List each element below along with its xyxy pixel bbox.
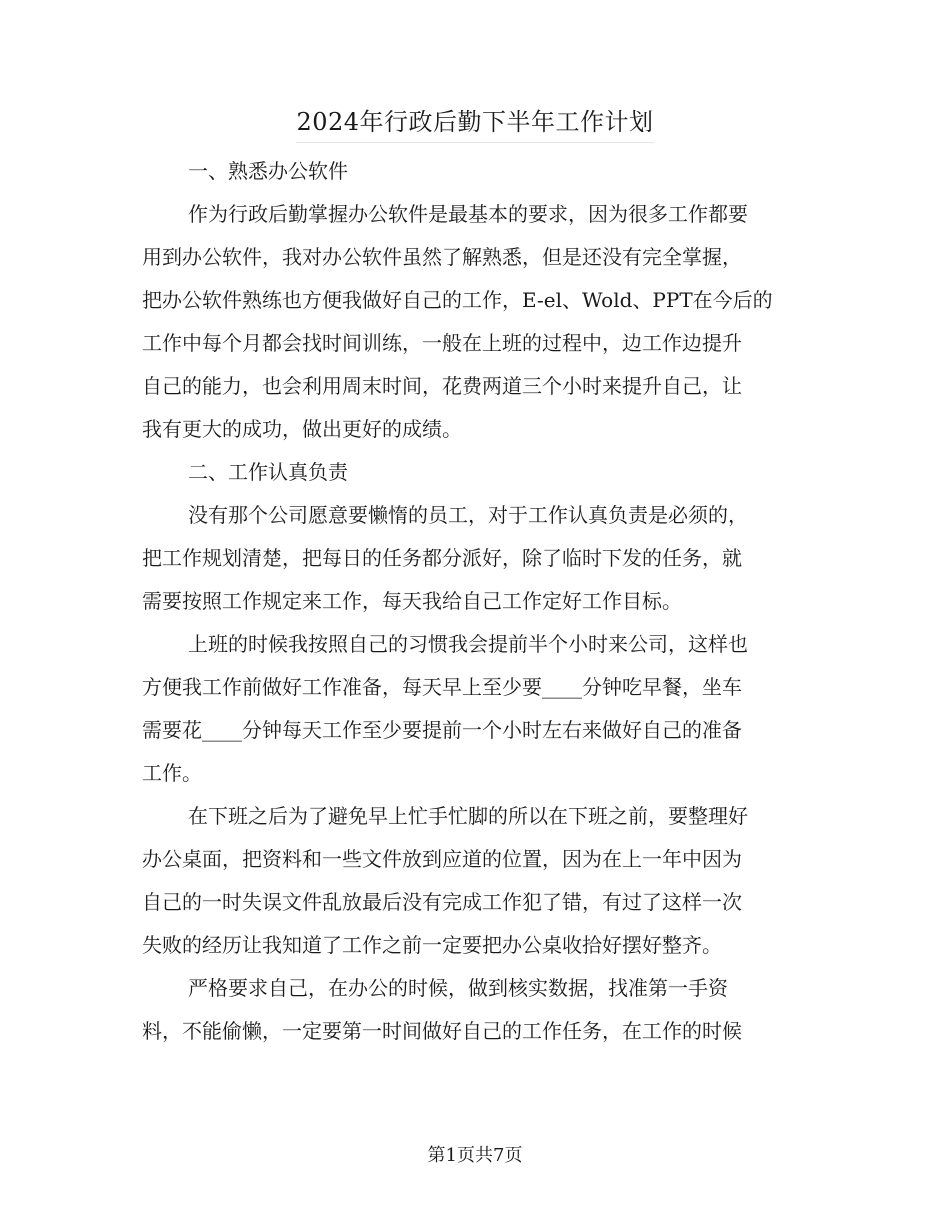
- text-line: 作为行政后勤掌握办公软件是最基本的要求，因为很多工作都要: [188, 202, 748, 226]
- text-line: 把工作规划清楚，把每日的任务都分派好，除了临时下发的任务，就: [142, 546, 742, 570]
- text-line: 工作。: [142, 761, 202, 785]
- text-line: 办公桌面，把资料和一些文件放到应道的位置，因为在上一年中因为: [142, 847, 742, 871]
- text-line: 料，不能偷懒，一定要第一时间做好自己的工作任务，在工作的时候: [142, 1019, 742, 1043]
- text-line: 没有那个公司愿意要懒惰的员工，对于工作认真负责是必须的，: [188, 503, 748, 527]
- text-line: 用到办公软件，我对办公软件虽然了解熟悉，但是还没有完全掌握，: [142, 245, 742, 269]
- text-line: 一、熟悉办公软件: [188, 159, 348, 183]
- text-line: 在下班之后为了避免早上忙手忙脚的所以在下班之前，要整理好: [188, 804, 748, 828]
- document-body: [142, 150, 810, 1053]
- text-line: 工作中每个月都会找时间训练，一般在上班的过程中，边工作边提升: [142, 331, 742, 355]
- text-line: 需要花____分钟每天工作至少要提前一个小时左右来做好自己的准备: [142, 718, 742, 742]
- text-line: 二、工作认真负责: [188, 460, 348, 484]
- text-line: 严格要求自己，在办公的时候，做到核实数据，找准第一手资: [188, 976, 728, 1000]
- text-line: 自己的能力，也会利用周末时间，花费两道三个小时来提升自己，让: [142, 374, 742, 398]
- text-line: 自己的一时失误文件乱放最后没有完成工作犯了错，有过了这样一次: [142, 890, 742, 914]
- text-line: 需要按照工作规定来工作，每天我给自己工作定好工作目标。: [142, 589, 682, 613]
- text-line: 失败的经历让我知道了工作之前一定要把办公桌收拾好摆好整齐。: [142, 933, 722, 957]
- page-number: 第1页共7页: [427, 1145, 523, 1166]
- text-line: 我有更大的成功，做出更好的成绩。: [142, 417, 462, 441]
- document-title: 2024年行政后勤下半年工作计划: [296, 108, 654, 136]
- text-line: 把办公软件熟练也方便我做好自己的工作，E-el、Wold、PPT在今后的: [142, 288, 773, 312]
- text-line: 方便我工作前做好工作准备，每天早上至少要____分钟吃早餐，坐车: [142, 675, 742, 699]
- text-line: 上班的时候我按照自己的习惯我会提前半个小时来公司，这样也: [188, 632, 748, 656]
- title-underline: [296, 142, 654, 143]
